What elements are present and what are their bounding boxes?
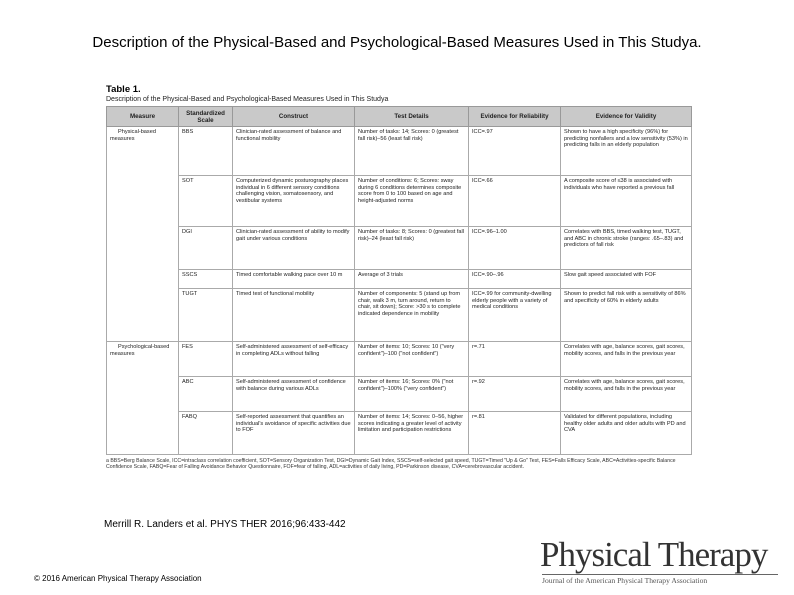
cell-scale: FES bbox=[179, 342, 233, 377]
cell-validity: Shown to predict fall risk with a sensitivity of 86% and specificity of 60% in elderly adults bbox=[561, 289, 692, 342]
cell-validity: Correlates with age, balance scores, gait scores, mobility scores, and falls in the previous year bbox=[561, 377, 692, 412]
journal-logo bbox=[540, 536, 780, 588]
cell-scale: SOT bbox=[179, 176, 233, 227]
citation: Merrill R. Landers et al. PHYS THER 2016;96:433-442 bbox=[104, 519, 346, 530]
table-row bbox=[107, 377, 692, 412]
cell-construct: Computerized dynamic posturography places individual in 6 different sensory conditions challenging vision, somatosensory, and vestibular systems bbox=[233, 176, 355, 227]
cell-details: Number of items: 10; Scores: 10 ("very confident")–100 ("not confident") bbox=[355, 342, 469, 377]
table-row bbox=[107, 342, 692, 377]
cell-reliability: ICC=.66 bbox=[469, 176, 561, 227]
cell-reliability: ICC=.90–.96 bbox=[469, 270, 561, 289]
cell-scale: BBS bbox=[179, 127, 233, 176]
table-row bbox=[107, 227, 692, 270]
table-footnote: a BBS=Berg Balance Scale, ICC=intraclass correlation coefficient, SOT=Sensory Organization Test, DGI=Dynamic Gait Index, SSCS=self-selected gait speed, TUGT=Timed "Up & Go" Test, FES=Falls Efficacy Scale, ABC=Activities-specific Balance Confidence Scale, FABQ=Fear of Falling Avoidance Behavior Questionnaire, FOF=fear of falling, ADL=activities of daily living, PD=Parkinson disease, CVA=cerebrovascular accident. bbox=[106, 458, 676, 471]
cell-details: Number of items: 16; Scores: 0% ("not confident")–100% ("very confident") bbox=[355, 377, 469, 412]
cell-reliability: ICC=.99 for community-dwelling elderly people with a variety of medical conditions bbox=[469, 289, 561, 342]
table-row bbox=[107, 127, 692, 176]
cell-validity: Shown to have a high specificity (96%) for predicting nonfallers and a low sensitivity (53%) in predicting falls in an elderly population bbox=[561, 127, 692, 176]
table-header-row bbox=[107, 107, 692, 127]
group-label: Physical-based measures bbox=[110, 129, 156, 142]
group-physical bbox=[107, 127, 179, 342]
table-row bbox=[107, 176, 692, 227]
cell-validity: Correlates with BBS, timed walking test, TUGT, and ABC in chronic stroke (ranges: .65–.83) and predictors of fall risk bbox=[561, 227, 692, 270]
cell-reliability: r=.81 bbox=[469, 412, 561, 455]
cell-reliability: r=.71 bbox=[469, 342, 561, 377]
cell-scale: DGI bbox=[179, 227, 233, 270]
cell-details: Number of tasks: 14; Scores: 0 (greatest fall risk)–56 (least fall risk) bbox=[355, 127, 469, 176]
cell-validity: A composite score of ≤38 is associated with individuals who have reported a previous fall bbox=[561, 176, 692, 227]
logo-subtitle: Journal of the American Physical Therapy Association bbox=[542, 576, 708, 585]
cell-construct: Timed comfortable walking pace over 10 m bbox=[233, 270, 355, 289]
logo-name: Physical Therapy bbox=[540, 535, 768, 574]
cell-construct: Clinician-rated assessment of ability to modify gait under various conditions bbox=[233, 227, 355, 270]
cell-construct: Timed test of functional mobility bbox=[233, 289, 355, 342]
cell-details: Number of conditions: 6; Scores: sway during 6 conditions determines composite score from 0 to 100 based on age and height-adjusted norms bbox=[355, 176, 469, 227]
table-row bbox=[107, 270, 692, 289]
cell-scale: TUGT bbox=[179, 289, 233, 342]
header-test-details: Test Details bbox=[355, 107, 469, 127]
cell-construct: Self-administered assessment of confidence with balance during various ADLs bbox=[233, 377, 355, 412]
cell-details: Number of components: 5 (stand up from chair, walk 3 m, turn around, return to chair, sit down); Score: >30 s to complete indicated dependence in mobility bbox=[355, 289, 469, 342]
header-reliability: Evidence for Reliability bbox=[469, 107, 561, 127]
cell-details: Number of items: 14; Scores: 0–56, higher scores indicating a greater level of activity limitation and participation restrictions bbox=[355, 412, 469, 455]
group-psychological bbox=[107, 342, 179, 455]
cell-construct: Self-administered assessment of self-efficacy in completing ADLs without falling bbox=[233, 342, 355, 377]
cell-reliability: ICC=.97 bbox=[469, 127, 561, 176]
slide-title: Description of the Physical-Based and Psychological-Based Measures Used in This Studya. bbox=[92, 34, 702, 51]
cell-reliability: r=.92 bbox=[469, 377, 561, 412]
cell-validity: Validated for different populations, including healthy older adults and older adults with PD and CVA bbox=[561, 412, 692, 455]
group-label: Psychological-based measures bbox=[110, 344, 170, 357]
cell-scale: FABQ bbox=[179, 412, 233, 455]
measures-table bbox=[106, 106, 692, 455]
header-construct: Construct bbox=[233, 107, 355, 127]
table-row bbox=[107, 412, 692, 455]
table-row bbox=[107, 289, 692, 342]
cell-scale: ABC bbox=[179, 377, 233, 412]
header-measure: Measure bbox=[107, 107, 179, 127]
logo-divider bbox=[542, 574, 778, 575]
cell-scale: SSCS bbox=[179, 270, 233, 289]
cell-reliability: ICC=.96–1.00 bbox=[469, 227, 561, 270]
copyright: © 2016 American Physical Therapy Association bbox=[34, 574, 202, 583]
cell-validity: Correlates with age, balance scores, gait scores, mobility scores, and falls in the previous year bbox=[561, 342, 692, 377]
table-caption: Description of the Physical-Based and Psychological-Based Measures Used in This Studya bbox=[106, 96, 389, 103]
cell-details: Number of tasks: 8; Scores: 0 (greatest fall risk)–24 (least fall risk) bbox=[355, 227, 469, 270]
header-scale: Standardized Scale bbox=[179, 107, 233, 127]
table-figure bbox=[106, 84, 691, 471]
table-label: Table 1. bbox=[106, 84, 141, 95]
cell-validity: Slow gait speed associated with FOF bbox=[561, 270, 692, 289]
cell-construct: Self-reported assessment that quantifies an individual's avoidance of specific activities due to FOF bbox=[233, 412, 355, 455]
cell-details: Average of 3 trials bbox=[355, 270, 469, 289]
cell-construct: Clinician-rated assessment of balance and functional mobility bbox=[233, 127, 355, 176]
header-validity: Evidence for Validity bbox=[561, 107, 692, 127]
